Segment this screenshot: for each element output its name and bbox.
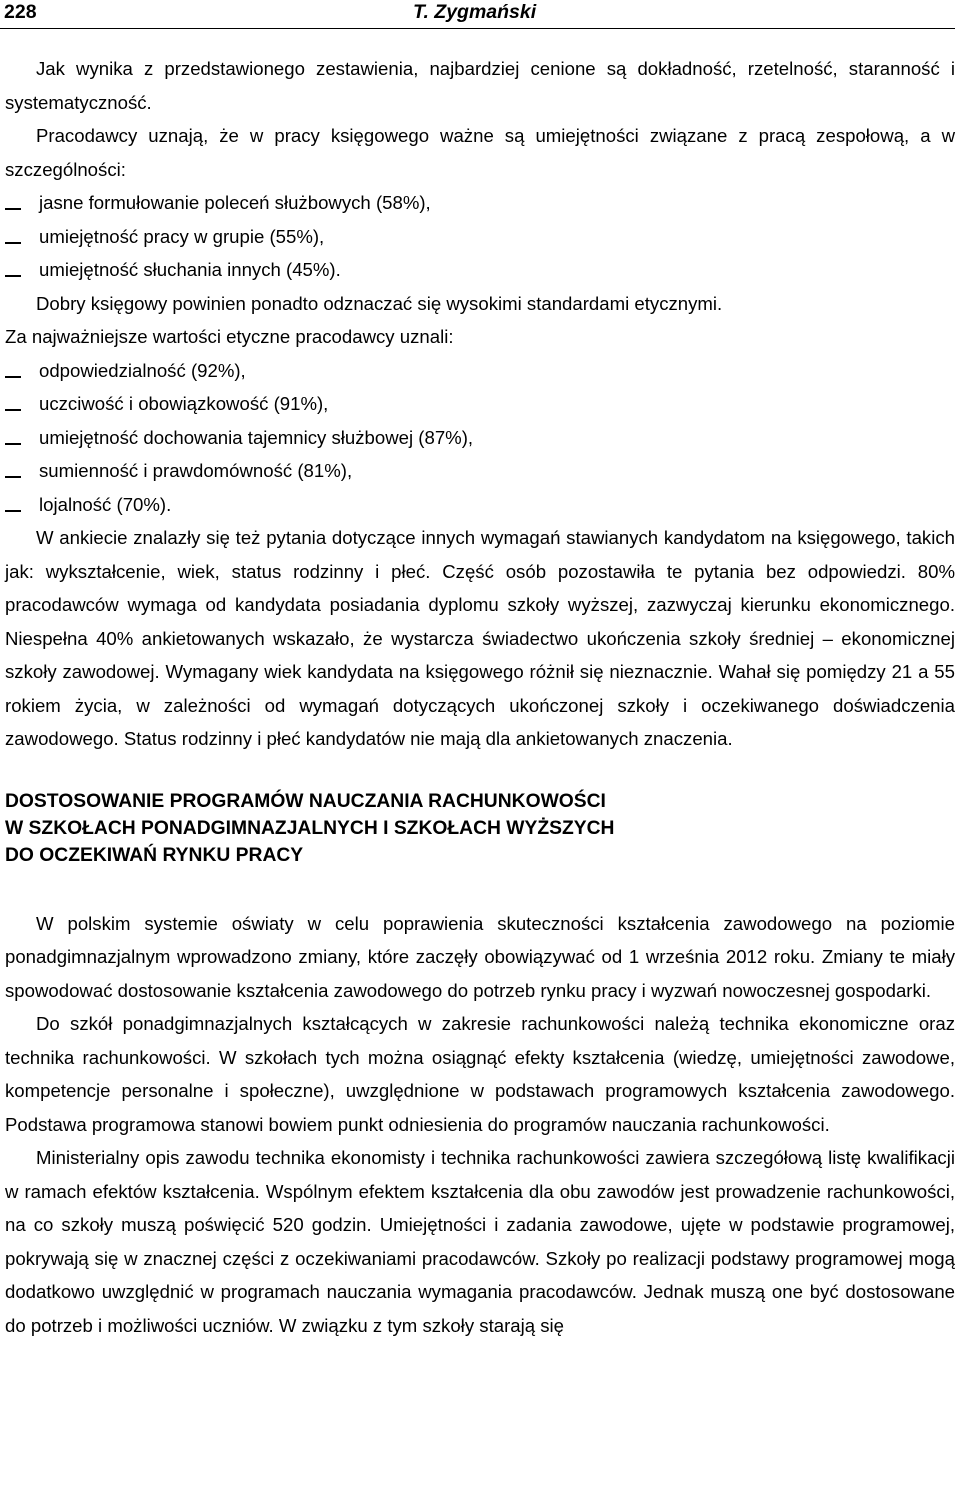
list-item bbox=[5, 421, 955, 455]
running-head-author: T. Zygmański bbox=[413, 1, 537, 23]
paragraph: W ankiecie znalazły się też pytania dotyczące innych wymagań stawianych kandydatom na księgowego, takich jak: wykształcenie, wiek, status rodzinny i płeć. Część osób pozostawiła te pytania bez odpowiedzi. 80% pracodawców wymaga od kandydata posiadania dyplomu szkoły wyższej, zazwyczaj kierunku ekonomicznego. Niespełna 40% ankietowanych wskazało, że wystarcza świadectwo ukończenia szkoły średniej – ekonomicznej szkoły zawodowej. Wymagany wiek kandydata na księgowego różnił się nieznacznie. Wahał się pomiędzy 21 a 55 rokiem życia, w zależności od wymagań dotyczących ukończonej szkoły i oczekiwanego doświadczenia zawodowego. Status rodzinny i płeć kandydatów nie mają dla ankietowanych znaczenia. bbox=[5, 527, 955, 749]
list-item-text: jasne formułowanie poleceń służbowych (58%), bbox=[39, 192, 431, 213]
paragraph: Za najważniejsze wartości etyczne pracodawcy uznali: bbox=[5, 326, 454, 347]
dash-bullet-icon bbox=[5, 409, 21, 411]
page-header bbox=[0, 0, 955, 29]
section-heading-line: W SZKOŁACH PONADGIMNAZJALNYCH I SZKOŁACH WYŻSZYCH bbox=[5, 817, 615, 839]
list-item-text: uczciwość i obowiązkowość (91%), bbox=[39, 393, 329, 414]
dash-bullet-icon bbox=[5, 510, 21, 512]
paragraph: Ministerialny opis zawodu technika ekonomisty i technika rachunkowości zawiera szczegółową listę kwalifikacji w ramach efektów kształcenia. Wspólnym efektem kształcenia dla obu zawodów jest prowadzenie rachunkowości, na co szkoły muszą poświęcić 520 godzin. Umiejętności i zadania zawodowe, ujęte w podstawie programowej, pokrywają się w znacznej części z oczekiwaniami pracodawców. Szkoły po realizacji podstawy programowej mogą dodatkowo uwzględnić w programach nauczania wymagania pracodawców. Jednak muszą one być dostosowane do potrzeb i możliwości uczniów. W związku z tym szkoły starają się bbox=[5, 1147, 955, 1336]
paragraph: Dobry księgowy powinien ponadto odznaczać się wysokimi standardami etycznymi. bbox=[36, 292, 723, 314]
section-heading bbox=[5, 788, 955, 869]
list-item-text: odpowiedzialność (92%), bbox=[39, 359, 246, 381]
list-item bbox=[5, 488, 955, 522]
dash-bullet-icon bbox=[5, 443, 21, 445]
section-body bbox=[5, 907, 955, 1343]
dash-bullet-icon bbox=[5, 476, 21, 478]
dash-bullet-icon bbox=[5, 275, 21, 277]
dash-bullet-icon bbox=[5, 208, 21, 210]
list-item-text: lojalność (70%). bbox=[39, 493, 172, 515]
paragraph: Pracodawcy uznają, że w pracy księgowego ważne są umiejętności związane z pracą zespołową, a w szczególności: bbox=[5, 125, 955, 180]
list-item-text: umiejętność pracy w grupie (55%), bbox=[39, 225, 325, 247]
dash-bullet-icon bbox=[5, 242, 21, 244]
bullet-list bbox=[5, 186, 955, 287]
page-number: 228 bbox=[4, 1, 37, 23]
section-heading-line: DOSTOSOWANIE PROGRAMÓW NAUCZANIA RACHUNKOWOŚCI bbox=[5, 790, 606, 812]
list-item-text: umiejętność słuchania innych (45%). bbox=[39, 259, 341, 280]
paragraph: W polskim systemie oświaty w celu poprawienia skuteczności kształcenia zawodowego na poziomie ponadgimnazjalnym wprowadzono zmiany, które zaczęły obowiązywać od 1 września 2012 roku. Zmiany te miały spowodować dostosowanie kształcenia zawodowego do potrzeb rynku pracy i wyzwań nowoczesnej gospodarki. bbox=[5, 912, 955, 1001]
bullet-list bbox=[5, 354, 955, 522]
paragraph: Jak wynika z przedstawionego zestawienia, najbardziej cenione są dokładność, rzetelność, staranność i systematyczność. bbox=[5, 58, 955, 113]
list-item-text: sumienność i prawdomówność (81%), bbox=[39, 460, 353, 481]
dash-bullet-icon bbox=[5, 376, 21, 378]
paragraph: Do szkół ponadgimnazjalnych kształcących w zakresie rachunkowości należą technika ekonomiczne oraz technika rachunkowości. W szkołach tych można osiągnąć efekty kształcenia (wiedzę, umiejętności zawodowe, kompetencje personalne i społeczne), uwzględnione w podstawach programowych kształcenia zawodowego. Podstawa programowa stanowi bowiem punkt odniesienia do programów nauczania rachunkowości. bbox=[5, 1013, 955, 1135]
list-item bbox=[5, 387, 955, 421]
page-content bbox=[5, 52, 955, 1342]
list-item-text: umiejętność dochowania tajemnicy służbowej (87%), bbox=[39, 426, 474, 448]
list-item bbox=[5, 253, 955, 287]
list-item bbox=[5, 454, 955, 488]
list-item bbox=[5, 354, 955, 388]
list-item bbox=[5, 186, 955, 220]
list-item bbox=[5, 220, 955, 254]
section-heading-line: DO OCZEKIWAŃ RYNKU PRACY bbox=[5, 844, 304, 866]
